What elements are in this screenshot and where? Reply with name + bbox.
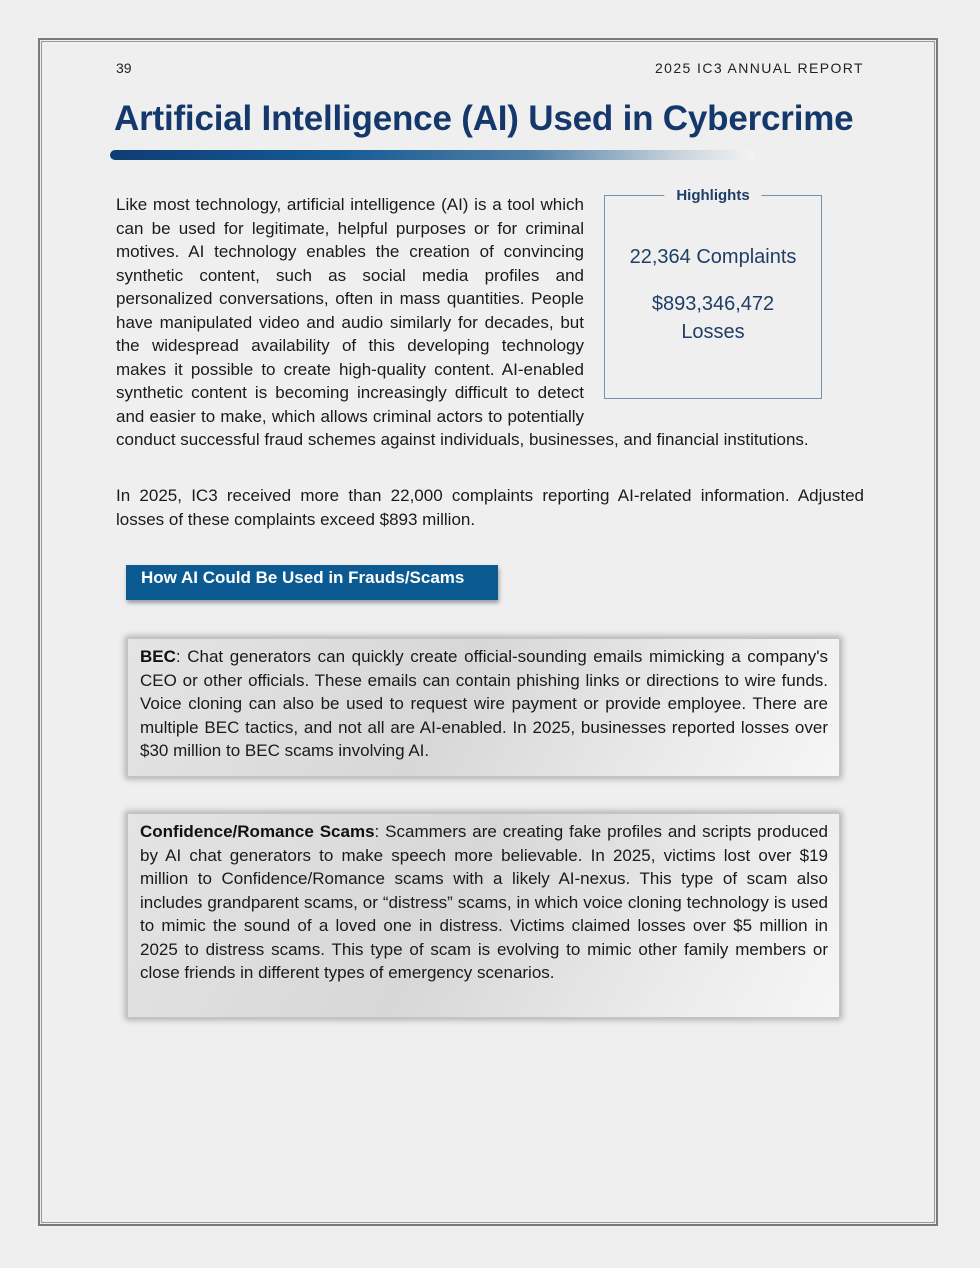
highlights-box	[604, 187, 822, 399]
romance-card	[127, 813, 840, 1018]
losses-label: Losses	[681, 321, 745, 343]
page-title: Artificial Intelligence (AI) Used in Cybercrime	[114, 99, 854, 138]
losses-amount: $893,346,472	[651, 293, 775, 315]
highlights-heading: Highlights	[664, 184, 761, 208]
summary-paragraph: In 2025, IC3 received more than 22,000 complaints reporting AI-related information. Adjusted losses of these complaints exceed $893 million.	[116, 486, 864, 529]
intro-section	[116, 187, 864, 452]
bec-card	[127, 638, 840, 777]
bec-text: : Chat generators can quickly create official-sounding emails mimicking a company's CEO or other officials. These emails can contain phishing links or directions to wire funds. Voice cloning can also be used to request wire payment or provide employee. There are multiple BEC tactics, and not all are AI-enabled. In 2025, businesses reported losses over $30 million to BEC scams involving AI.	[140, 647, 828, 760]
title-underline	[110, 150, 755, 160]
intro-paragraph: Like most technology, artificial intelligence (AI) is a tool which can be used for legitimate, helpful purposes or for criminal motives. AI technology enables the creation of convincing synthetic content, such as social media profiles and personalized conversations, often in mass quantities. People have manipulated video and audio similarly for decades, but the widespread availability of this developing technology makes it possible to create high-quality content. AI-enabled synthetic content is becoming increasingly difficult to detect and easier to make, which allows criminal actors to potentially conduct successful fraud schemes against individuals, businesses, and financial institutions.	[116, 195, 809, 449]
losses-total	[605, 290, 821, 346]
romance-text: : Scammers are creating fake profiles and scripts produced by AI chat generators to make speech more believable. In 2025, victims lost over $19 million to Confidence/Romance scams with a likely AI-nexus. This type of scam also includes grandparent scams, or “distress” scams, in which voice cloning technology is used to mimic the sound of a loved one in distress. Victims claimed losses over $5 million in 2025 to distress scams. This type of scam is evolving to mimic other family members or close friends in different types of emergency scenarios.	[140, 822, 828, 982]
romance-paragraph	[140, 820, 828, 985]
romance-term: Confidence/Romance Scams	[140, 822, 375, 841]
section-heading: How AI Could Be Used in Frauds/Scams	[126, 565, 498, 600]
bec-term: BEC	[140, 647, 176, 666]
page-number: 39	[116, 60, 132, 76]
report-name: 2025 IC3 ANNUAL REPORT	[655, 60, 864, 76]
complaints-count: 22,364 Complaints	[629, 246, 797, 268]
bec-paragraph	[140, 645, 828, 763]
